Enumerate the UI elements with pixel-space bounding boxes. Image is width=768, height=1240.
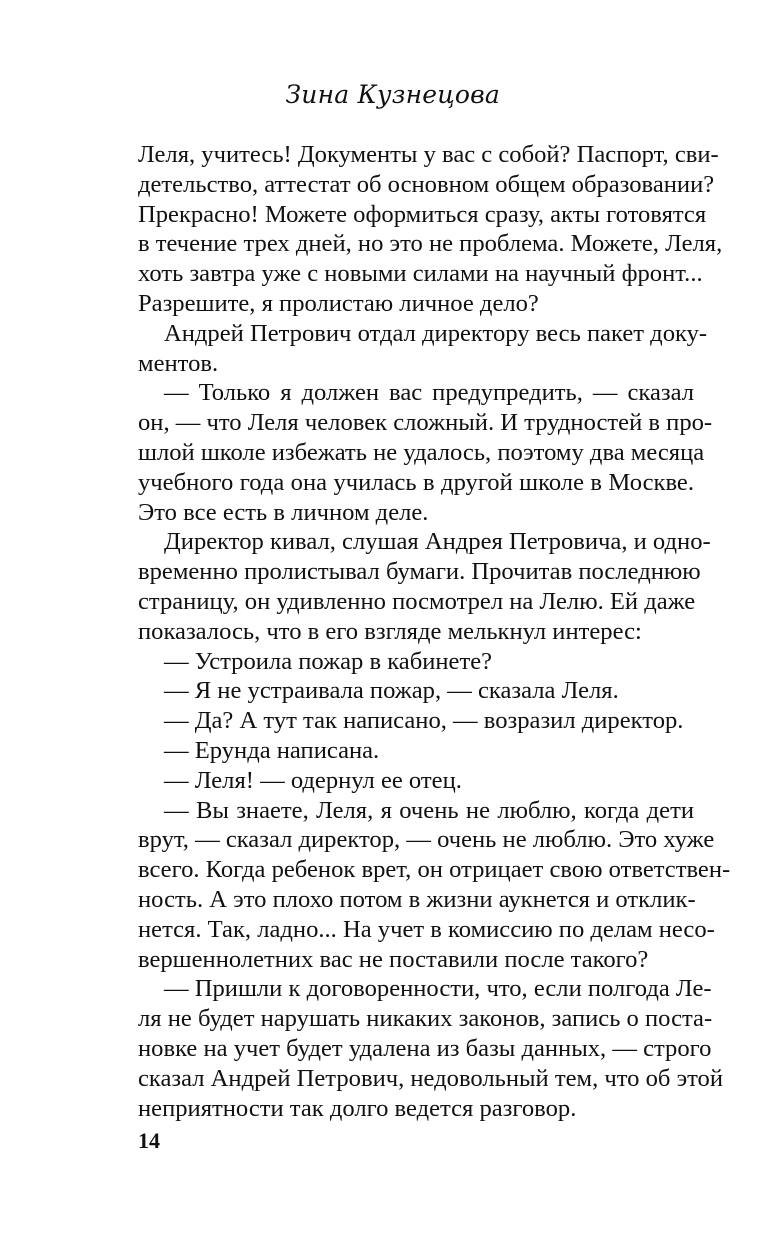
text-line: — Я не устраивала пожар, — сказала Леля. xyxy=(164,677,619,705)
text-line: — Леля! — одернул ее отец. xyxy=(164,766,462,794)
text-line: ментов. xyxy=(138,349,219,377)
text-line: хоть завтра уже с новыми силами на научный фронт... xyxy=(138,260,703,288)
page-number: 14 xyxy=(138,1128,160,1153)
text-line: — Ерунда написана. xyxy=(164,736,380,764)
text-line: вершеннолетних вас не поставили после такого? xyxy=(138,945,649,973)
text-line: — Только я должен вас предупредить, — сказал xyxy=(164,379,694,407)
text-line: показалось, что в его взгляде мелькнул интерес: xyxy=(138,617,642,645)
text-line: — Пришли к договоренности, что, если полгода Ле- xyxy=(164,975,712,1003)
text-line: ля не будет нарушать никаких законов, запись о поста- xyxy=(138,1005,713,1033)
text-line: врут, — сказал директор, — очень не люблю. Это хуже xyxy=(138,826,715,854)
body-text xyxy=(138,140,731,1123)
text-line: — Устроила пожар в кабинете? xyxy=(164,647,493,675)
text-line: Прекрасно! Можете оформиться сразу, акты готовятся xyxy=(138,200,707,228)
text-line: нется. Так, ладно... На учет в комиссию по делам несо- xyxy=(138,915,715,943)
text-line: Разрешите, я пролистаю личное дело? xyxy=(138,289,539,317)
running-head: Зина Кузнецова xyxy=(285,80,500,109)
text-line: — Да? А тут так написано, — возразил директор. xyxy=(164,707,684,735)
text-line: он, — что Леля человек сложный. И трудностей в про- xyxy=(138,409,713,437)
text-line: Директор кивал, слушая Андрея Петровича, и одно- xyxy=(164,528,711,556)
text-line: шлой школе избежать не удалось, поэтому два месяца xyxy=(138,438,705,466)
text-line: всего. Когда ребенок врет, он отрицает свою ответствен- xyxy=(138,856,731,884)
text-line: в течение трех дней, но это не проблема. Можете, Леля, xyxy=(138,230,723,258)
text-line: Леля, учитесь! Документы у вас с собой? Паспорт, сви- xyxy=(138,141,719,168)
text-line: новке на учет будет удалена из базы данных, — строго xyxy=(138,1034,712,1062)
text-line: временно пролистывал бумаги. Прочитав последнюю xyxy=(138,558,701,586)
text-line: Это все есть в личном деле. xyxy=(138,498,429,526)
text-line: Андрей Петрович отдал директору весь пакет доку- xyxy=(164,319,708,347)
text-line: детельство, аттестат об основном общем образовании? xyxy=(138,170,715,198)
text-line: ность. А это плохо потом в жизни аукнется и отклик- xyxy=(138,885,696,913)
text-line: страницу, он удивленно посмотрел на Лелю. Ей даже xyxy=(138,587,696,615)
text-line: — Вы знаете, Леля, я очень не люблю, когда дети xyxy=(164,796,694,824)
text-line: сказал Андрей Петрович, недовольный тем, что об этой xyxy=(138,1064,724,1092)
text-line: неприятности так долго ведется разговор. xyxy=(138,1094,577,1122)
text-line: учебного года она училась в другой школе в Москве. xyxy=(138,468,694,496)
